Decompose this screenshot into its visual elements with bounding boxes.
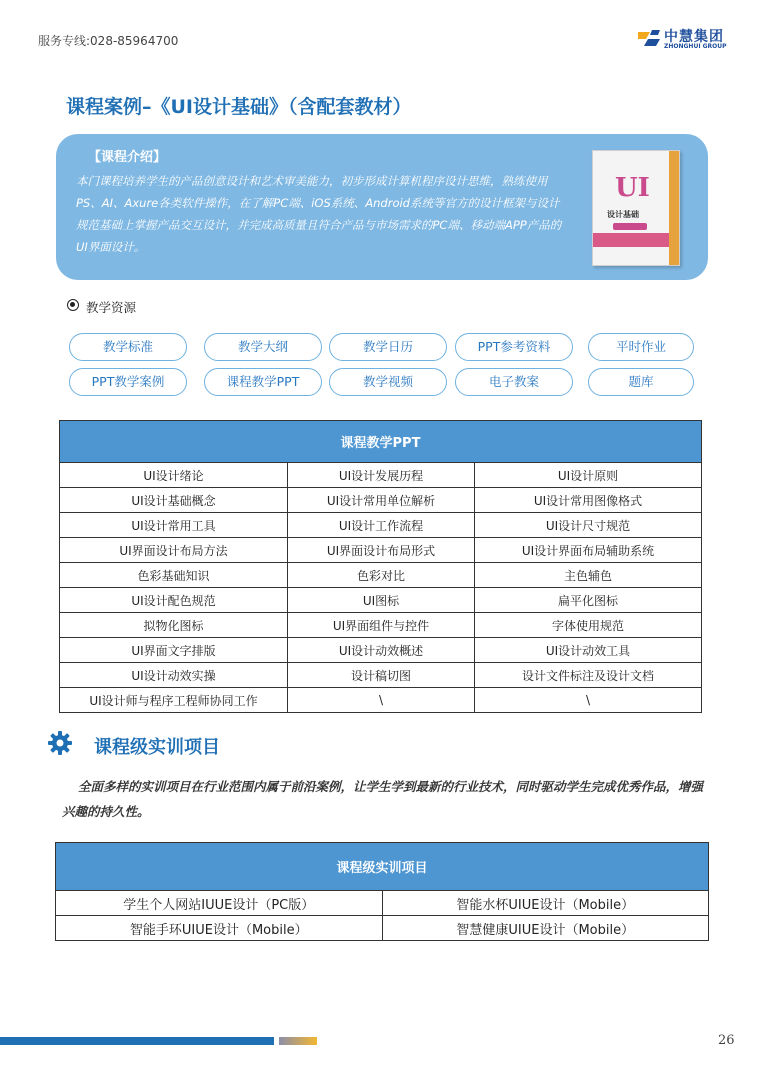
table-cell: 拟物化图标 bbox=[60, 613, 288, 638]
page-number: 26 bbox=[718, 1033, 735, 1048]
course-intro-heading: 【课程介绍】 bbox=[88, 150, 167, 165]
table-cell: 学生个人网站IUUE设计（PC版） bbox=[56, 891, 383, 916]
resource-pill[interactable]: 平时作业 bbox=[588, 333, 694, 361]
page-title: 课程案例–《UI设计基础》（含配套教材） bbox=[66, 96, 412, 118]
resources-heading: 教学资源 bbox=[86, 300, 137, 315]
table-cell: 智能水杯UIUE设计（Mobile） bbox=[382, 891, 709, 916]
table-cell: UI图标 bbox=[288, 588, 475, 613]
table-row bbox=[60, 563, 702, 588]
table-cell: UI设计常用工具 bbox=[60, 513, 288, 538]
table-cell: UI界面设计布局形式 bbox=[288, 538, 475, 563]
resource-pill[interactable]: 电子教案 bbox=[455, 368, 573, 396]
table-cell: UI设计动效概述 bbox=[288, 638, 475, 663]
table-cell: 色彩对比 bbox=[288, 563, 475, 588]
book-spine bbox=[669, 151, 679, 265]
course-intro-text: 本门课程培养学生的产品创意设计和艺术审美能力，初步形成计算机程序设计思维，熟练使用PS、AI、Axure各类软件操作，在了解PC端、iOS系统、Android系统等官方的设计框架与设计规范基础上掌握产品交互设计，并完成高质量且符合产品与市场需求的PC端、移动端APP产品的UI界面设计。 bbox=[76, 174, 562, 254]
gear-icon bbox=[47, 730, 73, 756]
table-row bbox=[60, 663, 702, 688]
table-cell: UI设计师与程序工程师协同工作 bbox=[60, 688, 288, 713]
resource-pill[interactable]: PPT教学案例 bbox=[69, 368, 187, 396]
table-cell: UI设计尺寸规范 bbox=[475, 513, 702, 538]
table-row bbox=[60, 613, 702, 638]
table-cell: 字体使用规范 bbox=[475, 613, 702, 638]
logo-mark-icon bbox=[636, 28, 662, 50]
table-cell: \ bbox=[288, 688, 475, 713]
training-section-title: 课程级实训项目 bbox=[94, 737, 220, 758]
resource-pill[interactable]: 教学大纲 bbox=[204, 333, 322, 361]
table-cell: UI设计发展历程 bbox=[288, 463, 475, 488]
logo-text-en: ZHONGHUI GROUP bbox=[664, 43, 727, 50]
table-row bbox=[60, 588, 702, 613]
resource-pill[interactable]: 题库 bbox=[588, 368, 694, 396]
bullet-icon bbox=[67, 299, 79, 311]
book-tag bbox=[613, 223, 647, 230]
resource-pill[interactable]: 教学日历 bbox=[329, 333, 447, 361]
table-cell: UI设计基础概念 bbox=[60, 488, 288, 513]
table-cell: UI设计绪论 bbox=[60, 463, 288, 488]
book-title-big: UI bbox=[615, 173, 650, 203]
table-cell: \ bbox=[475, 688, 702, 713]
book-band bbox=[593, 233, 669, 247]
table-cell: UI界面组件与控件 bbox=[288, 613, 475, 638]
table-cell: UI设计常用单位解析 bbox=[288, 488, 475, 513]
table-cell: UI设计原则 bbox=[475, 463, 702, 488]
table-cell: UI界面设计布局方法 bbox=[60, 538, 288, 563]
ppt-table-header: 课程教学PPT bbox=[60, 421, 702, 463]
table-cell: UI设计动效实操 bbox=[60, 663, 288, 688]
textbook-cover bbox=[592, 150, 680, 266]
table-cell: UI设计界面布局辅助系统 bbox=[475, 538, 702, 563]
table-row bbox=[60, 638, 702, 663]
training-description: 全面多样的实训项目在行业范围内属于前沿案例，让学生学到最新的行业技术，同时驱动学生完成优秀作品，增强兴趣的持久性。 bbox=[62, 779, 704, 819]
table-row bbox=[60, 463, 702, 488]
resource-pill[interactable]: 教学标准 bbox=[69, 333, 187, 361]
table-cell: 色彩基础知识 bbox=[60, 563, 288, 588]
table-cell: 扁平化图标 bbox=[475, 588, 702, 613]
table-cell: UI设计配色规范 bbox=[60, 588, 288, 613]
table-cell: UI设计工作流程 bbox=[288, 513, 475, 538]
table-cell: 设计文件标注及设计文档 bbox=[475, 663, 702, 688]
footer-accent-bar bbox=[279, 1037, 317, 1045]
ppt-table bbox=[59, 420, 702, 713]
table-cell: UI界面文字排版 bbox=[60, 638, 288, 663]
table-row bbox=[56, 916, 709, 941]
resource-pill[interactable]: 课程教学PPT bbox=[204, 368, 322, 396]
resource-pill[interactable]: 教学视频 bbox=[329, 368, 447, 396]
table-row bbox=[60, 688, 702, 713]
table-cell: 智能手环UIUE设计（Mobile） bbox=[56, 916, 383, 941]
table-cell: 主色辅色 bbox=[475, 563, 702, 588]
footer-bar bbox=[0, 1037, 274, 1045]
resource-pill[interactable]: PPT参考资料 bbox=[455, 333, 573, 361]
table-row bbox=[60, 488, 702, 513]
training-table-header: 课程级实训项目 bbox=[56, 843, 709, 891]
table-row bbox=[60, 513, 702, 538]
table-cell: 设计稿切图 bbox=[288, 663, 475, 688]
company-logo bbox=[636, 26, 736, 52]
table-cell: UI设计动效工具 bbox=[475, 638, 702, 663]
logo-text-cn: 中慧集团 bbox=[664, 29, 724, 45]
service-hotline: 服务专线:028-85964700 bbox=[38, 34, 179, 48]
table-cell: UI设计常用图像格式 bbox=[475, 488, 702, 513]
training-table bbox=[55, 842, 709, 941]
table-row bbox=[60, 538, 702, 563]
table-cell: 智慧健康UIUE设计（Mobile） bbox=[382, 916, 709, 941]
table-row bbox=[56, 891, 709, 916]
book-title: 设计基础 bbox=[607, 210, 639, 219]
